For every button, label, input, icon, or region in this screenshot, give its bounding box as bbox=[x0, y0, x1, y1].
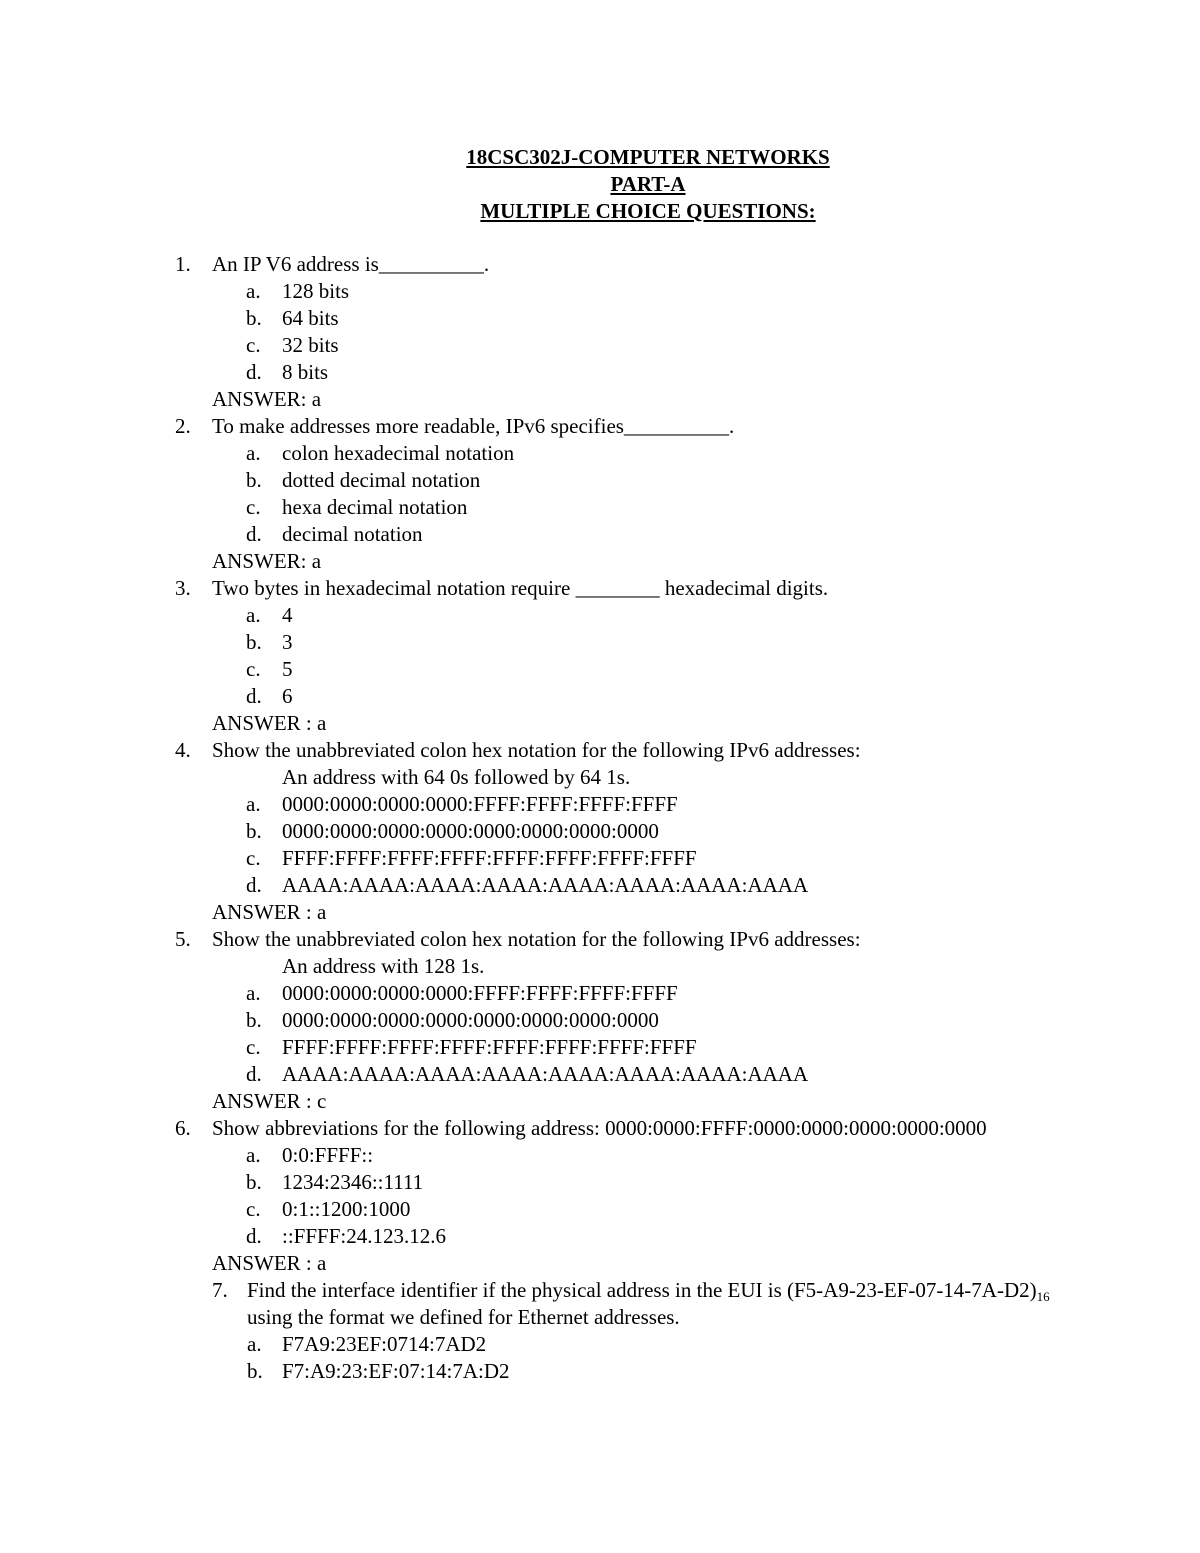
option-text: 0000:0000:0000:0000:FFFF:FFFF:FFFF:FFFF bbox=[282, 981, 678, 1005]
question-text: Show the unabbreviated colon hex notation for the following IPv6 addresses: bbox=[212, 738, 861, 762]
option-letter: b. bbox=[246, 819, 262, 843]
question-text: Two bytes in hexadecimal notation require ________ hexadecimal digits. bbox=[212, 576, 829, 600]
question-text-continued: using the format we defined for Ethernet addresses. bbox=[247, 1305, 680, 1329]
option-text: AAAA:AAAA:AAAA:AAAA:AAAA:AAAA:AAAA:AAAA bbox=[282, 1062, 809, 1086]
question-number: 6. bbox=[175, 1116, 191, 1140]
option-text: 0000:0000:0000:0000:0000:0000:0000:0000 bbox=[282, 819, 659, 843]
option-text: FFFF:FFFF:FFFF:FFFF:FFFF:FFFF:FFFF:FFFF bbox=[282, 846, 697, 870]
option-text: F7A9:23EF:0714:7AD2 bbox=[282, 1332, 487, 1356]
option-text: ::FFFF:24.123.12.6 bbox=[282, 1224, 446, 1248]
course-title: 18CSC302J-COMPUTER NETWORKS bbox=[466, 145, 830, 169]
option-text: F7:A9:23:EF:07:14:7A:D2 bbox=[282, 1359, 510, 1383]
option-letter: c. bbox=[246, 657, 261, 681]
option-letter: d. bbox=[246, 684, 262, 708]
option-letter: a. bbox=[246, 279, 261, 303]
option-text: colon hexadecimal notation bbox=[282, 441, 515, 465]
option-letter: c. bbox=[246, 1035, 261, 1059]
option-text: 1234:2346::1111 bbox=[282, 1170, 424, 1194]
subscript-base: 16 bbox=[1036, 1289, 1050, 1304]
option-letter: a. bbox=[246, 441, 261, 465]
question-text-line bbox=[247, 1277, 1050, 1304]
option-letter: a. bbox=[246, 792, 261, 816]
option-letter: b. bbox=[246, 468, 262, 492]
option-letter: c. bbox=[246, 333, 261, 357]
question-number: 2. bbox=[175, 414, 191, 438]
option-letter: b. bbox=[246, 306, 262, 330]
option-text: 64 bits bbox=[282, 306, 339, 330]
answer-text: ANSWER: a bbox=[212, 387, 322, 411]
option-letter: d. bbox=[246, 360, 262, 384]
question-number: 4. bbox=[175, 738, 191, 762]
option-text: 6 bbox=[282, 684, 293, 708]
question-text: Show abbreviations for the following address: 0000:0000:FFFF:0000:0000:0000:0000:0000 bbox=[212, 1116, 987, 1140]
option-letter: d. bbox=[246, 1062, 262, 1086]
answer-text: ANSWER : a bbox=[212, 900, 327, 924]
answer-text: ANSWER : a bbox=[212, 711, 327, 735]
option-text: 128 bits bbox=[282, 279, 350, 303]
option-text: hexa decimal notation bbox=[282, 495, 468, 519]
option-text: 8 bits bbox=[282, 360, 329, 384]
option-text: 0:0:FFFF:: bbox=[282, 1143, 374, 1167]
section-title: MULTIPLE CHOICE QUESTIONS: bbox=[480, 199, 816, 223]
answer-text: ANSWER : c bbox=[212, 1089, 327, 1113]
option-text: decimal notation bbox=[282, 522, 423, 546]
question-number: 5. bbox=[175, 927, 191, 951]
answer-text: ANSWER : a bbox=[212, 1251, 327, 1275]
question-text: Show the unabbreviated colon hex notation for the following IPv6 addresses: bbox=[212, 927, 861, 951]
option-letter: a. bbox=[247, 1332, 262, 1356]
document-header bbox=[0, 144, 1200, 225]
question-number: 1. bbox=[175, 252, 191, 276]
option-letter: c. bbox=[246, 1197, 261, 1221]
question-number: 7. bbox=[212, 1278, 228, 1302]
question-text: To make addresses more readable, IPv6 specifies__________. bbox=[212, 414, 735, 438]
question-text: An IP V6 address is__________. bbox=[212, 252, 490, 276]
option-letter: c. bbox=[246, 846, 261, 870]
option-text: FFFF:FFFF:FFFF:FFFF:FFFF:FFFF:FFFF:FFFF bbox=[282, 1035, 697, 1059]
option-text: 4 bbox=[282, 603, 293, 627]
option-text: 0000:0000:0000:0000:FFFF:FFFF:FFFF:FFFF bbox=[282, 792, 678, 816]
option-letter: d. bbox=[246, 522, 262, 546]
option-text: 5 bbox=[282, 657, 293, 681]
option-text: AAAA:AAAA:AAAA:AAAA:AAAA:AAAA:AAAA:AAAA bbox=[282, 873, 809, 897]
option-letter: a. bbox=[246, 603, 261, 627]
option-text: dotted decimal notation bbox=[282, 468, 481, 492]
answer-text: ANSWER: a bbox=[212, 549, 322, 573]
option-letter: c. bbox=[246, 495, 261, 519]
option-letter: b. bbox=[246, 1170, 262, 1194]
option-letter: d. bbox=[246, 873, 262, 897]
question-subtext-text: An address with 128 1s. bbox=[282, 954, 485, 978]
question-number: 3. bbox=[175, 576, 191, 600]
option-letter: b. bbox=[246, 1008, 262, 1032]
question-text: Find the interface identifier if the physical address in the EUI is (F5-A9-23-EF-07-14-7A-D2) bbox=[247, 1278, 1037, 1302]
option-text: 0000:0000:0000:0000:0000:0000:0000:0000 bbox=[282, 1008, 659, 1032]
option-text: 0:1::1200:1000 bbox=[282, 1197, 411, 1221]
option-letter: d. bbox=[246, 1224, 262, 1248]
option-letter: a. bbox=[246, 981, 261, 1005]
option-letter: b. bbox=[247, 1359, 263, 1383]
question-subtext-text: An address with 64 0s followed by 64 1s. bbox=[282, 765, 631, 789]
option-letter: a. bbox=[246, 1143, 261, 1167]
option-text: 3 bbox=[282, 630, 293, 654]
part-title: PART-A bbox=[610, 172, 686, 196]
option-letter: b. bbox=[246, 630, 262, 654]
option-text: 32 bits bbox=[282, 333, 339, 357]
